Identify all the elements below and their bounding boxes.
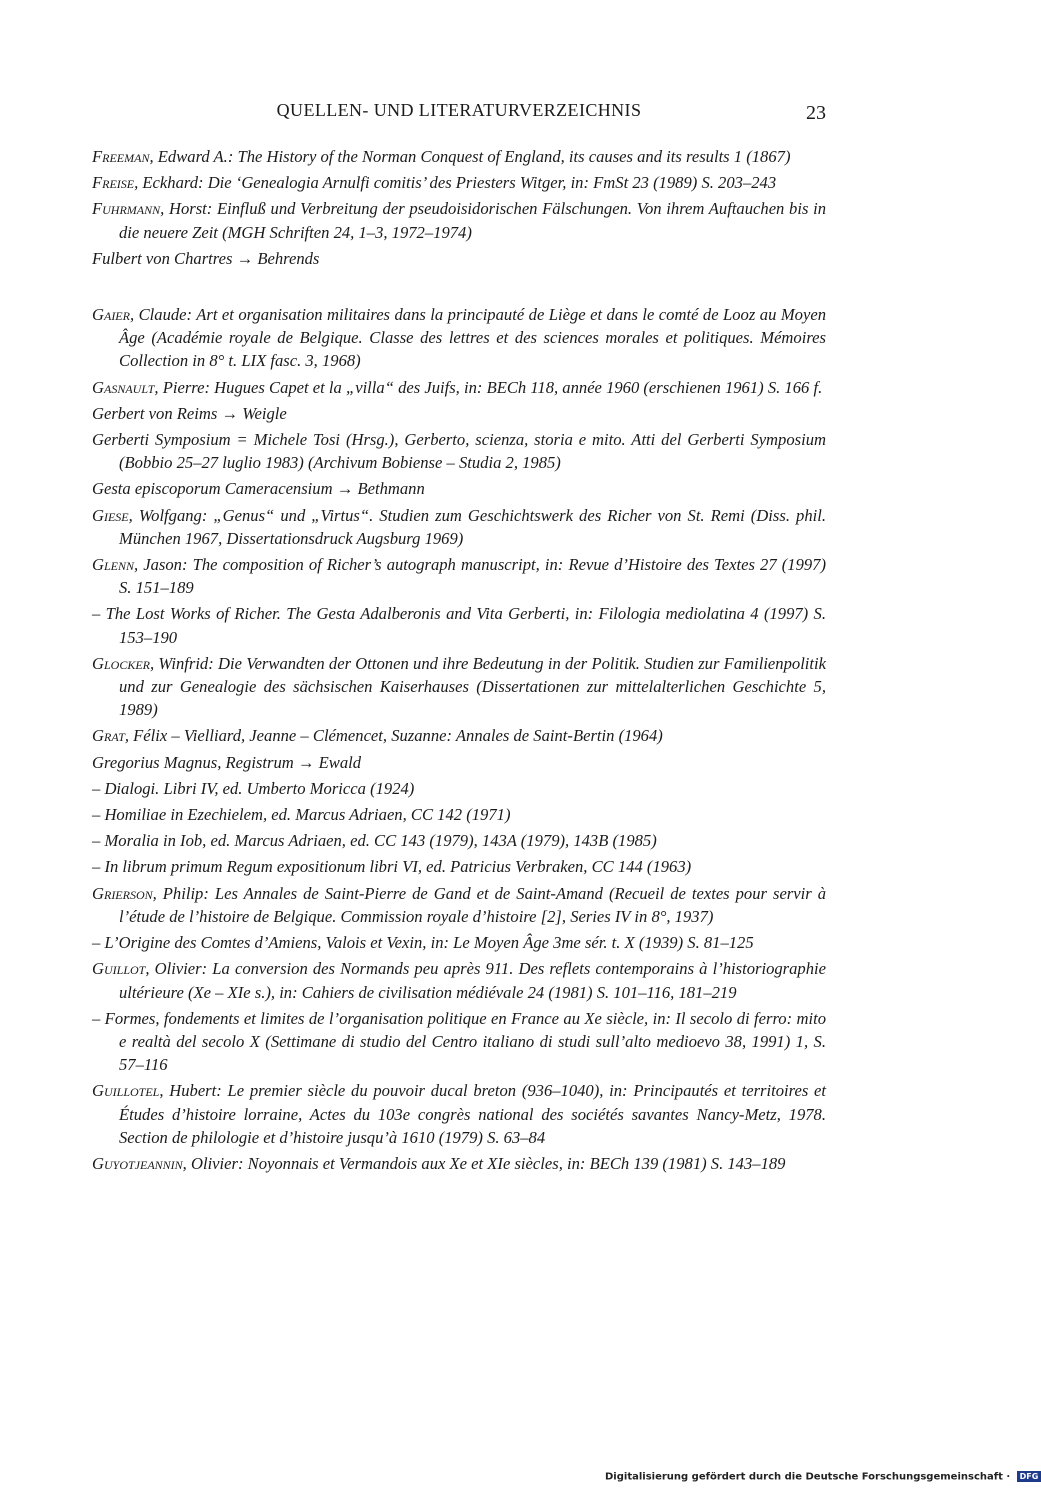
bib-entry — [92, 553, 826, 599]
running-title: QUELLEN- UND LITERATURVERZEICHNIS — [276, 100, 642, 120]
entry-text: – Homiliae in Ezechielem, ed. Marcus Adriaen, CC 142 (1971) — [92, 805, 511, 825]
bib-entry — [92, 652, 826, 722]
entry-author: Guillotel — [92, 1081, 160, 1101]
bib-entry — [92, 829, 826, 852]
entry-text: Gerbert von Reims → Weigle — [92, 403, 287, 423]
bibliography — [92, 145, 826, 1178]
entry-text: Gregorius Magnus, Registrum → Ewald — [92, 752, 362, 772]
entry-text: , Hubert: Le premier siècle du pouvoir ducal breton (936–1040), in: Principautés et territoires et Études d’histoire lorraine, Actes du 103e congrès national des sociétés savantes Nancy-Metz, 1978. Section de philologie et d’histoire jusqu’à 1610 (1979) S. 63–84 — [119, 1081, 826, 1147]
entry-author: Glocker — [92, 653, 150, 673]
bib-entry — [92, 504, 826, 550]
entry-author: Gaier — [92, 305, 130, 325]
bib-entry — [92, 1079, 826, 1149]
bib-entry — [92, 1152, 826, 1175]
entry-author: Grierson — [92, 883, 153, 903]
entry-author: Freeman — [92, 147, 150, 166]
footer: Digitalisierung gefördert durch die Deutsche Forschungsgemeinschaft · DFG — [605, 1471, 1041, 1483]
footer-text: Digitalisierung gefördert durch die Deutsche Forschungsgemeinschaft — [605, 1471, 1003, 1483]
entry-author: Giese — [92, 505, 129, 525]
entry-text: , Claude: Art et organisation militaires dans la principauté de Liège et dans le comté de Looz au Moyen Âge (Académie royale de Belgique. Classe des lettres et des sciences morales et politiques. Mémoires Collection in 8° t. LIX fasc. 3, 1968) — [119, 305, 826, 371]
entry-author: Guillot — [92, 959, 146, 979]
entry-text: Fulbert von Chartres → Behrends — [92, 248, 320, 268]
entry-text: , Olivier: Noyonnais et Vermandois aux Xe et XIe siècles, in: BECh 139 (1981) S. 143–189 — [182, 1153, 786, 1173]
entry-author: Glenn — [92, 555, 134, 575]
bib-entry — [92, 145, 826, 168]
bib-entry — [92, 931, 826, 954]
group-spacer — [92, 273, 826, 303]
bib-entry — [92, 882, 826, 928]
entry-text: , Winfrid: Die Verwandten der Ottonen und ihre Bedeutung in der Politik. Studien zur Familienpolitik und zur Genealogie des sächsischen Kaiserhauses (Dissertationen zur mittelalterlichen Geschichte 5, 1989) — [119, 653, 826, 720]
bib-entry — [92, 402, 826, 425]
entry-author: Grat — [92, 726, 125, 746]
entries-group-f — [92, 145, 826, 270]
entry-text: , Wolfgang: „Genus“ und „Virtus“. Studien zum Geschichtswerk des Richer von St. Remi (Diss. phil. München 1967, Dissertationsdruck Augsburg 1969) — [119, 505, 826, 548]
entry-author: Gasnault — [92, 377, 155, 397]
entry-text: , Olivier: La conversion des Normands peu après 911. Des reflets contemporains à l’historiographie ultérieure (Xe – XIe s.), in: Cahiers de civilisation médiévale 24 (1981) S. 101–116, 181–219 — [119, 959, 826, 1002]
entry-author: Guyotjeannin — [92, 1153, 183, 1173]
entry-text: Gerberti Symposium = Michele Tosi (Hrsg.), Gerberto, scienza, storia e mito. Atti del Gerberti Symposium (Bobbio 25–27 luglio 1983) (Archivum Bobiense – Studia 2, 1985) — [92, 430, 826, 473]
bib-entry — [92, 602, 826, 648]
bib-entry — [92, 751, 826, 774]
entry-text: , Pierre: Hugues Capet et la „villa“ des Juifs, in: BECh 118, année 1960 (erschienen 1961) S. 166 f. — [154, 377, 823, 397]
bib-entry — [92, 303, 826, 373]
entry-text: – The Lost Works of Richer. The Gesta Adalberonis and Vita Gerberti, in: Filologia mediolatina 4 (1997) S. 153–190 — [92, 604, 826, 647]
entry-text: , Félix – Vielliard, Jeanne – Clémencet, Suzanne: Annales de Saint-Bertin (1964) — [124, 726, 663, 746]
bib-entry — [92, 376, 826, 399]
bib-entry — [92, 428, 826, 474]
entry-text: – Formes, fondements et limites de l’organisation politique en France au Xe siècle, in: Il secolo di ferro: mito e realtà del secolo X (Settimane di studio del Centro italiano di studi sull’alto medioevo 38, 1991) 1, S. 57–116 — [92, 1008, 826, 1075]
page-header — [92, 100, 826, 130]
bib-entry — [92, 957, 826, 1003]
entries-group-g — [92, 303, 826, 1175]
entry-text: – Dialogi. Libri IV, ed. Umberto Moricca (1924) — [92, 778, 415, 798]
bib-entry — [92, 171, 826, 194]
entry-text: Gesta episcoporum Cameracensium → Bethmann — [92, 479, 425, 499]
entry-author: Freise — [92, 173, 135, 193]
bib-entry — [92, 477, 826, 500]
dfg-logo: DFG — [1017, 1471, 1041, 1482]
bib-entry — [92, 724, 826, 747]
bib-entry — [92, 197, 826, 243]
entry-text: – L’Origine des Comtes d’Amiens, Valois et Vexin, in: Le Moyen Âge 3me sér. t. X (1939) S. 81–125 — [92, 933, 754, 953]
page-number: 23 — [806, 102, 826, 124]
bib-entry — [92, 803, 826, 826]
bib-entry — [92, 247, 826, 270]
entry-text: , Eckhard: Die ‘Genealogia Arnulfi comitis’ des Priesters Witger, in: FmSt 23 (1989) S. 203–243 — [134, 173, 777, 193]
entry-text: , Horst: Einfluß und Verbreitung der pseudoisidorischen Fälschungen. Von ihrem Auftauchen bis in die neuere Zeit (MGH Schriften 24, 1–3, 1972–1974) — [119, 199, 826, 242]
bib-entry — [92, 777, 826, 800]
entry-text: – In librum primum Regum expositionum libri VI, ed. Patricius Verbraken, CC 144 (1963) — [92, 857, 692, 877]
entry-author: Fuhrmann — [92, 199, 161, 219]
bib-entry — [92, 855, 826, 878]
entry-text: , Jason: The composition of Richer’s autograph manuscript, in: Revue d’Histoire des Textes 27 (1997) S. 151–189 — [119, 555, 826, 598]
entry-text: – Moralia in Iob, ed. Marcus Adriaen, ed. CC 143 (1979), 143A (1979), 143B (1985) — [92, 831, 657, 851]
entry-text: , Philip: Les Annales de Saint-Pierre de Gand et de Saint-Amand (Recueil de textes pour servir à l’étude de l’histoire de Belgique. Commission royale d’histoire [2], Series IV in 8°, 1937) — [119, 883, 826, 926]
entry-text: , Edward A.: The History of the Norman Conquest of England, its causes and its results 1 (1867) — [149, 147, 791, 166]
bib-entry — [92, 1007, 826, 1077]
